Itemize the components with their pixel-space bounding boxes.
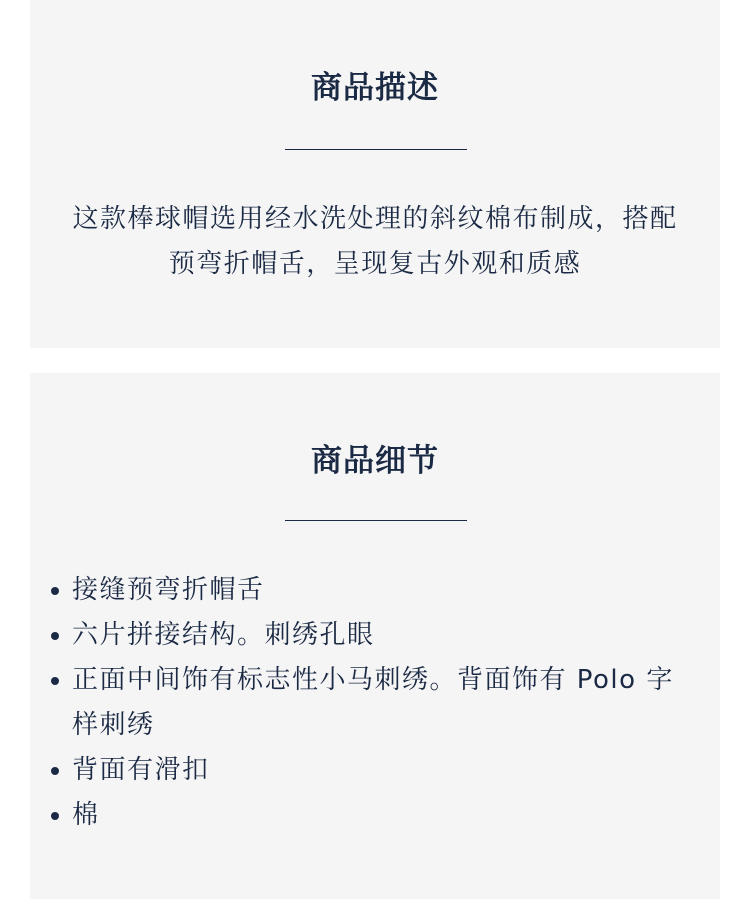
- bullet-icon: [51, 677, 59, 685]
- bullet-icon: [51, 767, 59, 775]
- title-divider: [285, 520, 467, 521]
- list-item: [72, 613, 692, 658]
- list-item: [72, 793, 692, 838]
- product-description-title: 商品描述: [311, 70, 439, 106]
- list-item: [72, 748, 692, 793]
- bullet-icon: [51, 812, 59, 820]
- list-item-text: 背面有滑扣: [72, 755, 210, 785]
- list-item-text: 六片拼接结构。刺绣孔眼: [72, 620, 375, 650]
- list-item-text: 棉: [72, 800, 100, 830]
- list-item-text: 接缝预弯折帽舌: [72, 575, 265, 605]
- product-details-list: [72, 568, 692, 838]
- product-details-title: 商品细节: [311, 443, 439, 479]
- list-item-text: 正面中间饰有标志性小马刺绣。背面饰有 Polo 字样刺绣: [72, 665, 674, 740]
- list-item: [72, 658, 692, 748]
- bullet-icon: [51, 632, 59, 640]
- list-item: [72, 568, 692, 613]
- product-description-text: 这款棒球帽选用经水洗处理的斜纹棉布制成，搭配预弯折帽舌，呈现复古外观和质感: [72, 204, 678, 279]
- title-divider: [285, 149, 467, 150]
- bullet-icon: [51, 587, 59, 595]
- product-details-panel: [30, 373, 720, 899]
- product-description-panel: [30, 0, 720, 348]
